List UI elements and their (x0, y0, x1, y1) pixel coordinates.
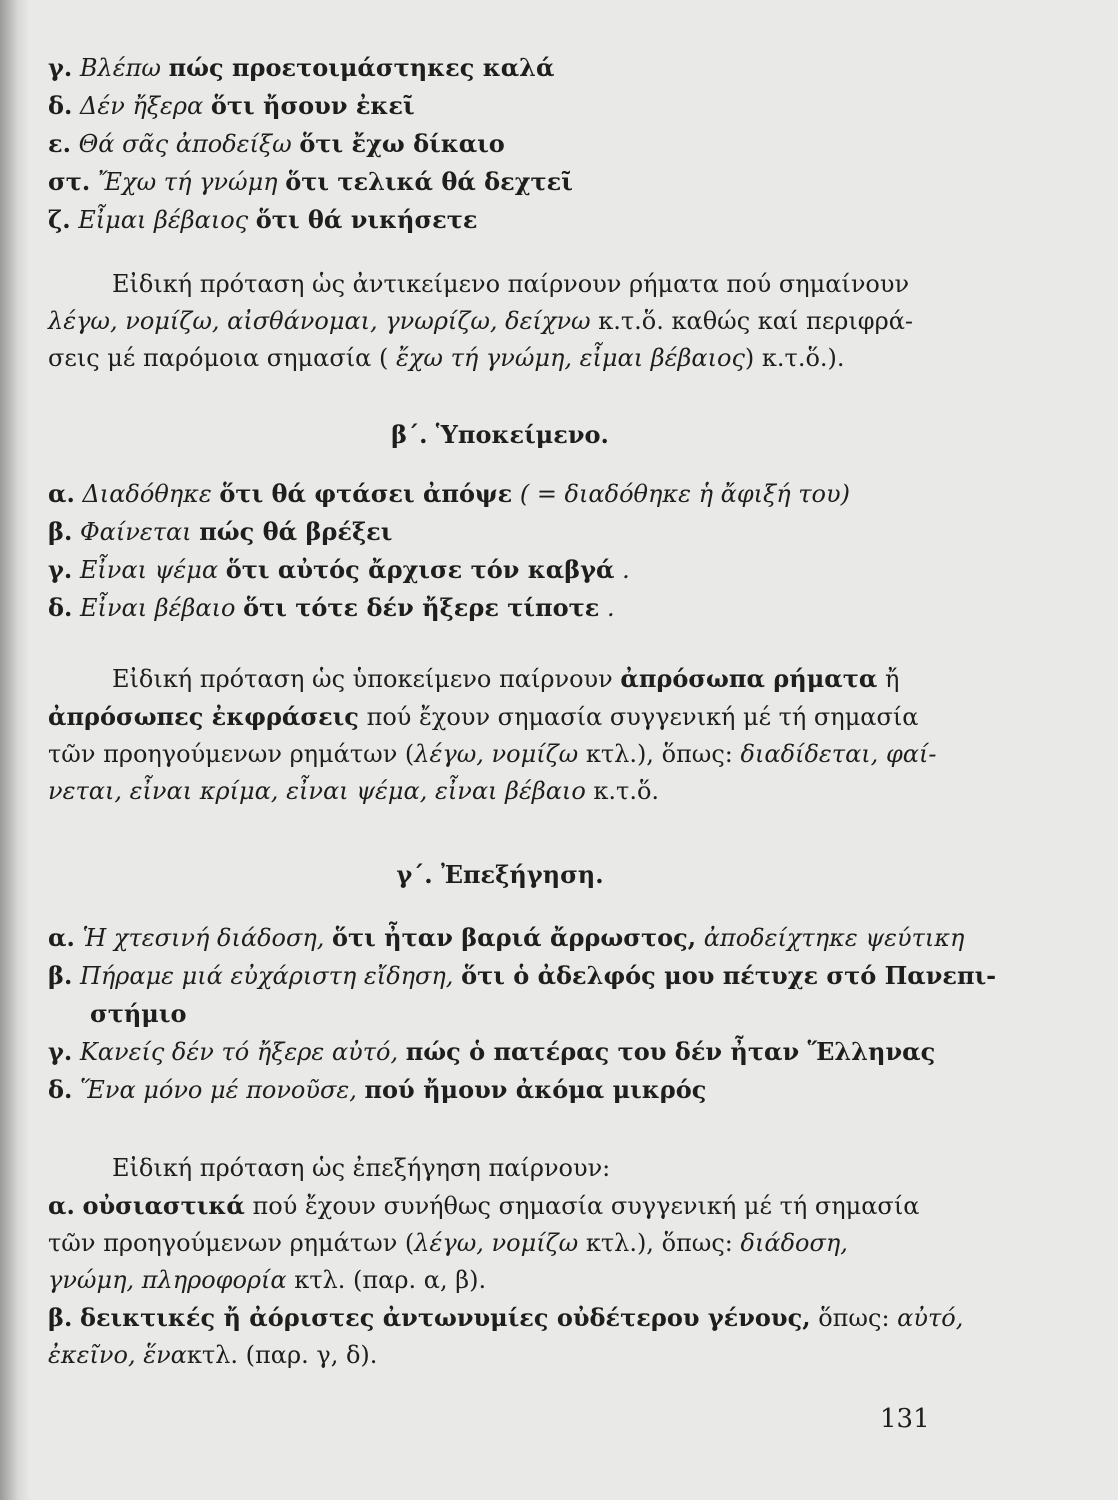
example-subordinate-clause: πού ἤμουν ἀκόμα μικρός (364, 1075, 707, 1104)
para1-line2: λέγω, νομίζω, αἰσθάνομαι, γνωρίζω, δείχνω κ.τ.ὅ. καθώς καί περιφρά- (48, 307, 914, 335)
example-subordinate-clause: πώς ὁ πατέρας του δέν ἦταν Ἕλληνας (405, 1037, 936, 1066)
para3-b-line1: β. δεικτικές ἤ ἀόριστες ἀντωνυμίες οὐδέτερου γένους, ὅπως: αὐτό, (48, 1303, 964, 1332)
page-number: 131 (880, 1404, 930, 1434)
example-label: γ. (48, 1037, 73, 1066)
example-label: γ. (48, 555, 73, 584)
example-label: β. (48, 517, 73, 546)
heading-explanation: γ΄. Ἐπεξήγηση. (396, 860, 604, 889)
example-subordinate-clause: ὅτι θά νικήσετε (255, 205, 478, 234)
example-label: ε. (48, 129, 71, 158)
example-subordinate-clause: ὅτι ὁ ἀδελφός μου πέτυχε στό Πανεπι- (461, 961, 997, 990)
explanation-example-row (48, 1036, 935, 1068)
example-subordinate-clause: πώς θά βρέξει (199, 517, 393, 546)
intro-example-row (48, 128, 505, 160)
example-label: ζ. (48, 205, 71, 234)
example-main-clause: Εἶναι βέβαιο (80, 594, 236, 622)
heading-subject: β΄. Ὑποκείμενο. (391, 420, 609, 449)
example-main-clause: Ἕνα μόνο μέ πονοῦσε, (80, 1076, 357, 1104)
example-label: δ. (48, 91, 73, 120)
para2-line3: τῶν προηγούμενων ρημάτων (λέγω, νομίζω κτλ.), ὅπως: διαδίδεται, φαί- (48, 740, 937, 768)
example-main-clause: Φαίνεται (79, 518, 192, 546)
example-label: δ. (48, 593, 73, 622)
example-subordinate-clause: ὅτι θά φτάσει ἀπόψε (219, 479, 513, 508)
example-subordinate-clause: πώς προετοιμάστηκες καλά (168, 53, 555, 82)
subject-example-row (48, 592, 615, 624)
para3-a-line1: α. οὐσιαστικά πού ἔχουν συνήθως σημασία συγγενική μέ τή σημασία (48, 1191, 920, 1220)
example-main-clause: Διαδόθηκε (82, 480, 212, 508)
example-subordinate-clause: στήμιο (90, 999, 187, 1028)
example-subordinate-clause: ὅτι αὐτός ἄρχισε τόν καβγά (225, 555, 615, 584)
para3-b-line2: ἐκεῖνο, ἕνακτλ. (παρ. γ, δ). (48, 1341, 378, 1369)
subject-example-row (48, 478, 850, 510)
example-main-clause-end: ἀποδείχτηκε ψεύτικη (703, 924, 965, 952)
example-main-clause: Δέν ἤξερα (80, 92, 204, 120)
example-main-clause: Εἶναι ψέμα (79, 556, 219, 584)
example-main-clause: Πήραμε μιά εὐχάριστη εἴδηση, (79, 962, 454, 990)
example-label: α. (48, 479, 75, 508)
example-tail: . (622, 556, 630, 584)
intro-example-row (48, 204, 477, 236)
example-tail: ( = διαδόθηκε ἡ ἄφιξή του) (519, 480, 850, 508)
example-main-clause: Εἶμαι βέβαιος (78, 206, 249, 234)
para3-a-line3: γνώμη, πληροφορία κτλ. (παρ. α, β). (48, 1266, 487, 1294)
example-label: γ. (48, 53, 73, 82)
para3-a-line2: τῶν προηγούμενων ρημάτων (λέγω, νομίζω κτλ.), ὅπως: διάδοση, (48, 1229, 848, 1257)
para2-line2: ἀπρόσωπες ἐκφράσεις πού ἔχουν σημασία συγγενική μέ τή σημασία (48, 702, 919, 731)
example-main-clause: Κανείς δέν τό ἤξερε αὐτό, (79, 1038, 399, 1066)
example-main-clause: Θά σᾶς ἀποδείξω (78, 130, 292, 158)
para2-line1: Εἰδική πρόταση ὡς ὑποκείμενο παίρνουν ἀπρόσωπα ρήματα ἤ (112, 664, 900, 693)
example-subordinate-clause: ὅτι ἤσουν ἐκεῖ (210, 91, 415, 120)
example-label: δ. (48, 1075, 73, 1104)
subject-example-row (48, 516, 392, 548)
example-main-clause: Ἡ χτεσινή διάδοση, (82, 924, 325, 952)
example-subordinate-clause: ὅτι ἦταν βαριά ἄρρωστος, (332, 923, 697, 952)
page-binding-shadow (0, 0, 30, 1500)
example-subordinate-clause: ὅτι τότε δέν ἤξερε τίποτε (243, 593, 600, 622)
example-main-clause: Βλέπω (79, 54, 161, 82)
example-subordinate-clause: ὅτι ἔχω δίκαιο (299, 129, 505, 158)
example-tail: . (606, 594, 615, 622)
example-subordinate-clause: ὅτι τελικά θά δεχτεῖ (285, 167, 573, 196)
example-label: β. (48, 961, 73, 990)
intro-example-row (48, 166, 573, 198)
para3-intro: Εἰδική πρόταση ὡς ἐπεξήγηση παίρνουν: (112, 1154, 611, 1182)
para2-line4: νεται, εἶναι κρίμα, εἶναι ψέμα, εἶναι βέβαιο κ.τ.ὅ. (48, 777, 660, 805)
example-label: στ. (48, 167, 91, 196)
explanation-example-row (90, 998, 186, 1030)
para1-line1: Εἰδική πρόταση ὡς ἀντικείμενο παίρνουν ρήματα πού σημαίνουν (112, 270, 910, 298)
example-main-clause: Ἔχω τή γνώμη (97, 168, 278, 196)
explanation-example-row (48, 960, 996, 992)
subject-example-row (48, 554, 630, 586)
example-label: α. (48, 923, 75, 952)
para1-line3: σεις μέ παρόμοια σημασία ( ἔχω τή γνώμη, εἶμαι βέβαιος) κ.τ.ὅ.). (48, 344, 845, 372)
paragraph-subject (48, 660, 937, 810)
paragraph-explanation (48, 1150, 964, 1374)
intro-example-row (48, 52, 554, 84)
explanation-example-row (48, 1074, 706, 1106)
intro-example-row (48, 90, 415, 122)
paragraph-object (48, 266, 928, 377)
explanation-example-row (48, 922, 964, 954)
